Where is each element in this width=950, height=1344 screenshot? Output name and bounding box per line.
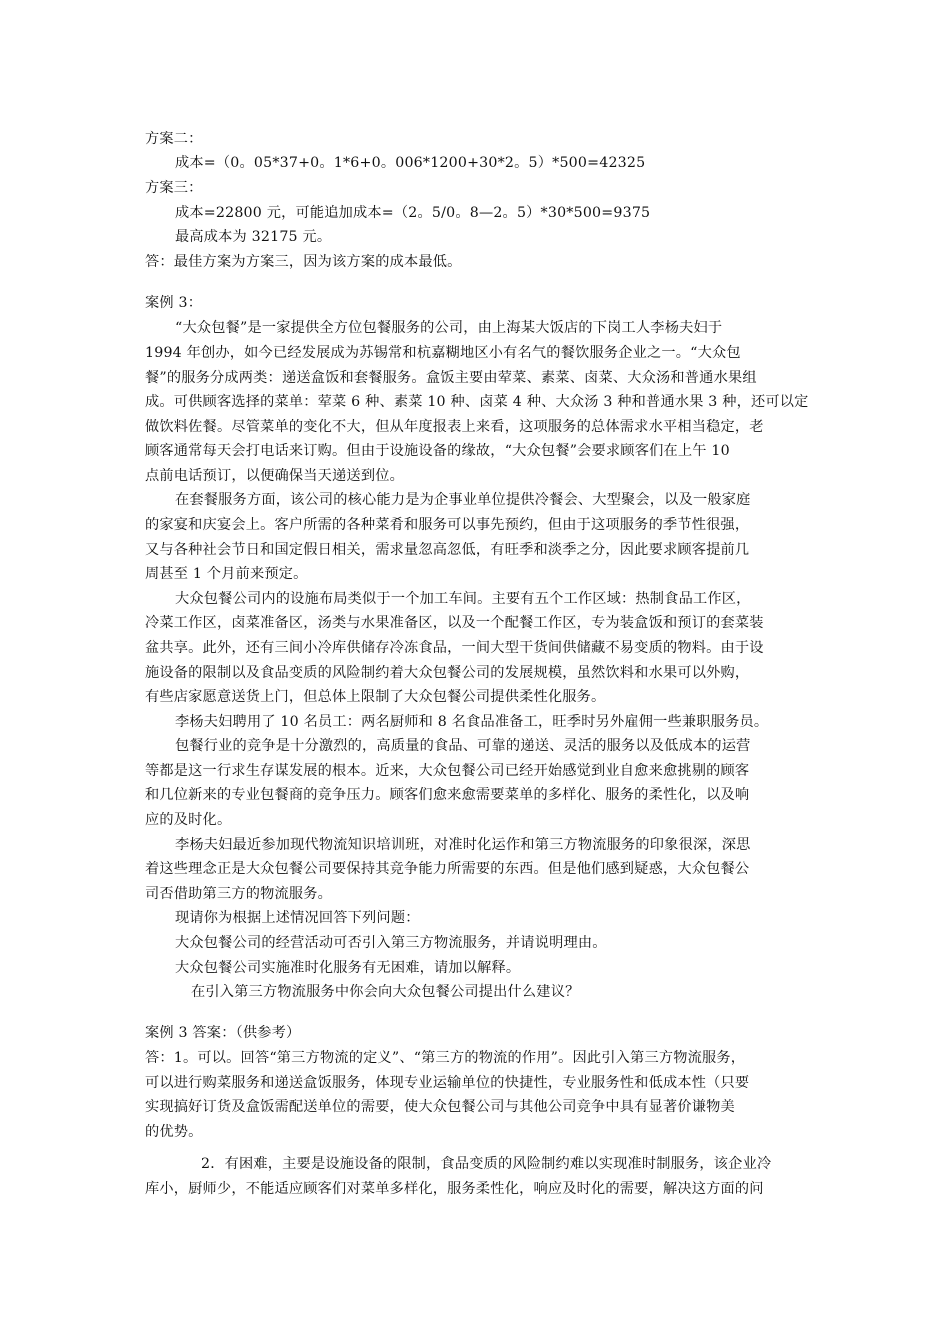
para5-line: 等都是这一行求生存谋发展的根本。近来，大众包餐公司已经开始感觉到业自愈来愈挑剔的顾客 (145, 763, 750, 779)
best-scheme-answer: 答：最佳方案为方案三，因为该方案的成本最低。 (145, 254, 462, 270)
question-2: 大众包餐公司实施准时化服务有无困难，请加以解释。 (175, 960, 521, 976)
para5-line: 和几位新来的专业包餐商的竞争压力。顾客们愈来愈需要菜单的多样化、服务的柔性化，以及响 (145, 787, 750, 803)
para5-line: 应的及时化。 (145, 812, 232, 828)
para1-line: “大众包餐”是一家提供全方位包餐服务的公司，由上海某大饭店的下岗工人李杨夫妇于 (175, 320, 723, 336)
scheme3-cost: 成本=22800 元，可能追加成本=（2。5/0。8—2。5）*30*500=9375 (175, 205, 651, 221)
para6-line: 着这些理念正是大众包餐公司要保持其竞争能力所需要的东西。但是他们感到疑惑，大众包餐公 (145, 861, 750, 877)
para1-line: 餐”的服务分成两类：递送盒饭和套餐服务。盒饭主要由荤菜、素菜、卤菜、大众汤和普通水果组 (145, 370, 757, 386)
scheme3-heading: 方案三： (145, 180, 203, 196)
answer1-line: 答：1。可以。回答“第三方物流的定义”、“第三方的物流的作用”。因此引入第三方物流服务， (145, 1050, 746, 1066)
question-1: 大众包餐公司的经营活动可否引入第三方物流服务，并请说明理由。 (175, 935, 607, 951)
answer-heading: 案例 3 答案：（供参考） (145, 1025, 301, 1041)
scheme2-heading: 方案二： (145, 131, 203, 147)
answer1-line: 可以进行购菜服务和递送盒饭服务，体现专业运输单位的快捷性，专业服务性和低成本性（只要 (145, 1075, 750, 1091)
answer2-line: 库小，厨师少，不能适应顾客们对菜单多样化，服务柔性化，响应及时化的需要，解决这方面的问 (145, 1181, 764, 1197)
para1-line: 点前电话预订，以便确保当天递送到位。 (145, 468, 404, 484)
para2-line: 在套餐服务方面，该公司的核心能力是为企事业单位提供冷餐会、大型聚会，以及一般家庭 (175, 492, 751, 508)
scheme3-max-cost: 最高成本为 32175 元。 (175, 229, 332, 245)
questions-intro: 现请你为根据上述情况回答下列问题： (175, 910, 420, 926)
para3-line: 冷菜工作区，卤菜准备区，汤类与水果准备区，以及一个配餐工作区，专为装盒饭和预订的套菜装 (145, 615, 764, 631)
para1-line: 成。可供顾客选择的菜单：荤菜 6 种、素菜 10 种、卤菜 4 种、大众汤 3 种和普通水果 3 种，还可以定 (145, 394, 809, 410)
answer1-line: 的优势。 (145, 1124, 203, 1140)
para2-line: 周甚至 1 个月前来预定。 (145, 566, 308, 582)
case3-heading: 案例 3： (145, 295, 203, 311)
para6-line: 司否借助第三方的物流服务。 (145, 886, 333, 902)
para1-line: 顾客通常每天会打电话来订购。但由于设施设备的缘故，“大众包餐”会要求顾客们在上午 10 (145, 443, 730, 459)
para3-line: 盆共享。此外，还有三间小冷库供储存冷冻食品，一间大型干货间供储藏不易变质的物料。由于设 (145, 640, 764, 656)
para3-line: 大众包餐公司内的设施布局类似于一个加工车间。主要有五个工作区域：热制食品工作区， (175, 591, 751, 607)
answer1-line: 实现搞好订货及盒饭需配送单位的需要，使大众包餐公司与其他公司竞争中具有显著价谦物美 (145, 1099, 735, 1115)
answer2-line: 2．有困难，主要是设施设备的限制，食品变质的风险制约难以实现准时制服务，该企业冷 (201, 1156, 772, 1172)
para1-line: 做饮料佐餐。尽管菜单的变化不大，但从年度报表上来看，这项服务的总体需求水平相当稳定，老 (145, 419, 764, 435)
para3-line: 有些店家愿意送货上门，但总体上限制了大众包餐公司提供柔性化服务。 (145, 689, 606, 705)
para6-line: 李杨夫妇最近参加现代物流知识培训班，对准时化运作和第三方物流服务的印象很深，深思 (175, 837, 751, 853)
scheme2-cost: 成本=（0。05*37+0。1*6+0。006*1200+30*2。5）*500=42325 (175, 155, 646, 171)
para4: 李杨夫妇聘用了 10 名员工：两名厨师和 8 名食品准备工，旺季时另外雇佣一些兼职服务员。 (175, 714, 769, 730)
para1-line: 1994 年创办，如今已经发展成为苏锡常和杭嘉糊地区小有名气的餐饮服务企业之一。“大众包 (145, 345, 741, 361)
para5-line: 包餐行业的竞争是十分激烈的，高质量的食品、可靠的递送、灵活的服务以及低成本的运营 (175, 738, 751, 754)
para3-line: 施设备的限制以及食品变质的风险制约着大众包餐公司的发展规模，虽然饮料和水果可以外购， (145, 665, 750, 681)
para2-line: 的家宴和庆宴会上。客户所需的各种菜肴和服务可以事先预约，但由于这项服务的季节性很强， (145, 517, 750, 533)
question-3: 在引入第三方物流服务中你会向大众包餐公司提出什么建议？ (191, 984, 580, 1000)
para2-line: 又与各种社会节日和国定假日相关，需求量忽高忽低，有旺季和淡季之分，因此要求顾客提前几 (145, 542, 750, 558)
